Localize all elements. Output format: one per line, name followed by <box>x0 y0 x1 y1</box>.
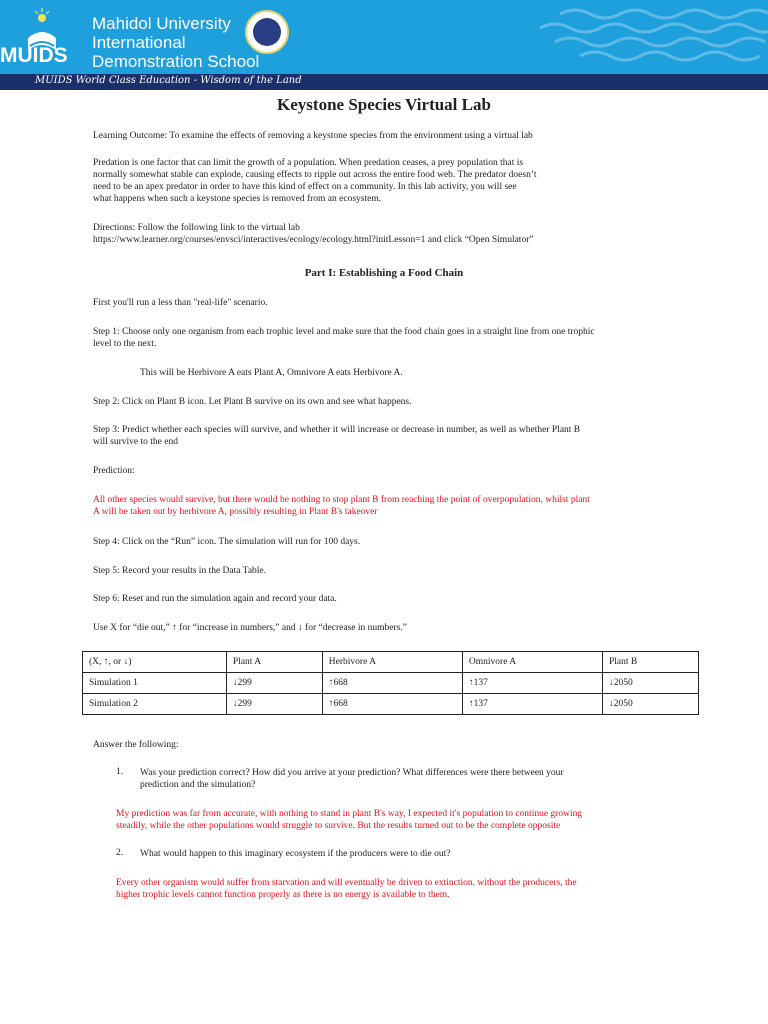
step1-example: This will be Herbivore A eats Plant A, Omnivore A eats Herbivore A. <box>140 368 403 378</box>
step1 <box>93 326 693 350</box>
question-number: 2. <box>116 848 124 858</box>
table-header-cell: Plant A <box>226 652 322 673</box>
document-title: Keystone Species Virtual Lab <box>277 95 491 114</box>
symbol-legend: Use X for “die out,” ↑ for “increase in numbers,” and ↓ for “decrease in numbers.” <box>93 623 407 633</box>
step4: Step 4: Click on the “Run” icon. The simulation will run for 100 days. <box>93 537 361 547</box>
table-cell: ↑668 <box>322 694 462 715</box>
results-table <box>82 651 699 715</box>
first-run-text: First you'll run a less than "real-life" scenario. <box>93 298 268 308</box>
school-name-line3: Demonstration School <box>92 52 260 71</box>
question-1 <box>140 767 740 791</box>
university-seal-icon <box>245 10 289 54</box>
answer-line: My prediction was far from accurate, with nothing to stand in plant B's way, I expected it's population to continue growing <box>116 809 583 819</box>
school-banner <box>0 0 768 74</box>
simulator-link[interactable]: https://www.learner.org/courses/envsci/interactives/ecology/ecology.html?initLesson=1 and click “Open Simulator” <box>93 235 534 245</box>
intro-paragraph <box>93 157 693 205</box>
table-cell: ↓2050 <box>603 673 699 694</box>
table-cell: ↑668 <box>322 673 462 694</box>
prediction-label: Prediction: <box>93 466 135 476</box>
table-header-row <box>83 652 699 673</box>
table-header-cell: Herbivore A <box>322 652 462 673</box>
table-row <box>83 694 699 715</box>
question-number: 1. <box>116 767 124 777</box>
table-cell: ↓299 <box>226 694 322 715</box>
intro-line: normally somewhat stable can explode, causing effects to ripple out across the entire food web. The predator doesn’t <box>93 170 537 180</box>
table-header-cell: (X, ↑, or ↓) <box>83 652 227 673</box>
directions <box>93 222 693 246</box>
step1-line: Step 1: Choose only one organism from each trophic level and make sure that the food chain goes in a straight line from one trophic <box>93 327 595 337</box>
table-cell: Simulation 2 <box>83 694 227 715</box>
step6: Step 6: Reset and run the simulation again and record your data. <box>93 594 337 604</box>
step5: Step 5: Record your results in the Data Table. <box>93 566 267 576</box>
learning-outcome: Learning Outcome: To examine the effects of removing a keystone species from the environment using a virtual lab <box>93 131 533 141</box>
prediction-line: A will be taken out by herbivore A, possibly resulting in Plant B's takeover <box>93 507 378 517</box>
intro-line: what happens when such a keystone species is removed from an ecosystem. <box>93 194 382 204</box>
directions-line: Directions: Follow the following link to the virtual lab <box>93 223 300 233</box>
tagline: MUIDS World Class Education - Wisdom of the Land <box>35 75 302 86</box>
step2: Step 2: Click on Plant B icon. Let Plant B survive on its own and see what happens. <box>93 397 412 407</box>
answer-2 <box>116 877 716 901</box>
answer-line: steadily, while the other populations would struggle to survive. But the results turned out to be the complete opposite <box>116 821 561 831</box>
intro-line: Predation is one factor that can limit the growth of a population. When predation ceases, a prey population that is <box>93 158 524 168</box>
logo-letters: MUIDS <box>0 44 68 67</box>
question-2: What would happen to this imaginary ecosystem if the producers were to die out? <box>140 849 451 859</box>
table-cell: ↑137 <box>462 694 602 715</box>
question-line: Was your prediction correct? How did you arrive at your prediction? What differences were there between your <box>140 768 564 778</box>
step3-line: Step 3: Predict whether each species will survive, and whether it will increase or decrease in number, as well as whether Plant B <box>93 425 581 435</box>
school-name-line1: Mahidol University <box>92 14 231 33</box>
table-cell: ↑137 <box>462 673 602 694</box>
school-name <box>92 14 259 71</box>
answer-1 <box>116 808 716 832</box>
answer-line: Every other organism would suffer from starvation and will eventually be driven to extinction. without the producers, the <box>116 878 577 888</box>
table-header-cell: Omnivore A <box>462 652 602 673</box>
prediction-line: All other species would survive, but there would be nothing to stop plant B from reaching the point of overpopulation, whilst plant <box>93 495 590 505</box>
part1-heading: Part I: Establishing a Food Chain <box>304 267 464 279</box>
table-cell: ↓2050 <box>603 694 699 715</box>
table-header-cell: Plant B <box>603 652 699 673</box>
intro-line: need to be an apex predator in order to have this kind of effect on a community. In this lab activity, you will see <box>93 182 517 192</box>
table-cell: Simulation 1 <box>83 673 227 694</box>
answer-line: higher trophic levels cannot function properly as there is no energy is available to them. <box>116 890 450 900</box>
answer-heading: Answer the following: <box>93 740 179 750</box>
school-name-line2: International <box>92 33 186 52</box>
step3 <box>93 424 693 448</box>
table-row <box>83 673 699 694</box>
table-cell: ↓299 <box>226 673 322 694</box>
question-line: prediction and the simulation? <box>140 780 256 790</box>
prediction-answer <box>93 494 693 518</box>
step3-line: will survive to the end <box>93 437 178 447</box>
step1-line: level to the next. <box>93 339 157 349</box>
